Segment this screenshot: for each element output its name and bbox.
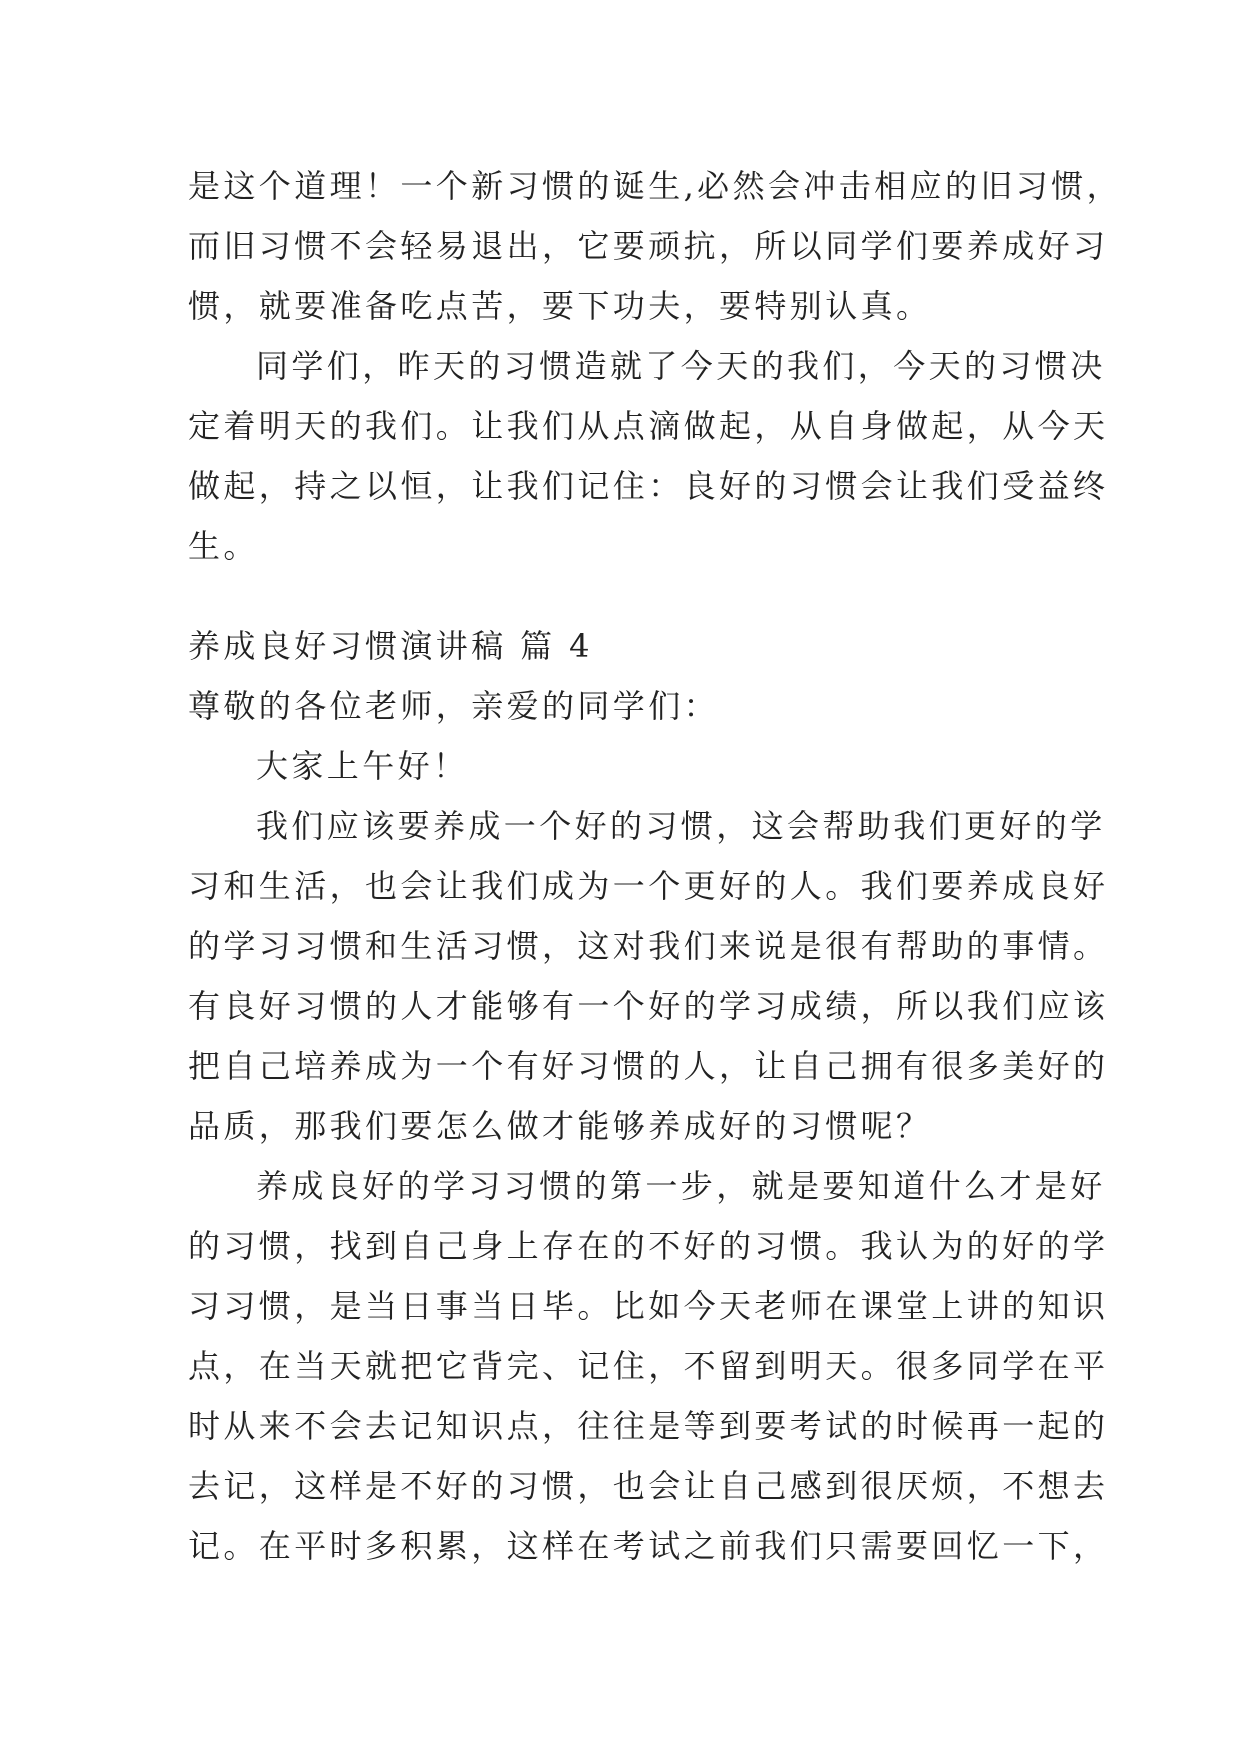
- text-line: 生。: [188, 527, 259, 565]
- text-line: 把自己培养成为一个有好习惯的人，让自己拥有很多美好的: [188, 1047, 1109, 1085]
- text-line: 有良好习惯的人才能够有一个好的学习成绩，所以我们应该: [188, 987, 1109, 1025]
- greeting: 尊敬的各位老师，亲爱的同学们：: [188, 687, 720, 725]
- paragraph-first-line: 同学们，昨天的习惯造就了今天的我们，今天的习惯决: [256, 347, 1106, 385]
- text-line: 习和生活，也会让我们成为一个更好的人。我们要养成良好: [188, 867, 1109, 905]
- text-line: 做起，持之以恒，让我们记住：良好的习惯会让我们受益终: [188, 467, 1109, 505]
- paragraph-first-line: 我们应该要养成一个好的习惯，这会帮助我们更好的学: [256, 807, 1106, 845]
- text-line: 点，在当天就把它背完、记住，不留到明天。很多同学在平: [188, 1347, 1109, 1385]
- text-line: 的习惯，找到自己身上存在的不好的习惯。我认为的好的学: [188, 1227, 1109, 1265]
- text-line: 时从来不会去记知识点，往往是等到要考试的时候再一起的: [188, 1407, 1109, 1445]
- text-line: 品质，那我们要怎么做才能够养成好的习惯呢？: [188, 1107, 932, 1145]
- text-line: 惯，就要准备吃点苦，要下功夫，要特别认真。: [188, 287, 932, 325]
- section-title: 养成良好习惯演讲稿 篇 4: [188, 627, 593, 665]
- text-line: 而旧习惯不会轻易退出，它要顽抗，所以同学们要养成好习: [188, 227, 1109, 265]
- salutation: 大家上午好！: [256, 747, 469, 785]
- text-line: 记。在平时多积累，这样在考试之前我们只需要回忆一下，: [188, 1527, 1109, 1565]
- text-line: 去记，这样是不好的习惯，也会让自己感到很厌烦，不想去: [188, 1467, 1109, 1505]
- paragraph-first-line: 养成良好的学习习惯的第一步，就是要知道什么才是好: [256, 1167, 1106, 1205]
- text-line: 习习惯，是当日事当日毕。比如今天老师在课堂上讲的知识: [188, 1287, 1109, 1325]
- text-line: 的学习习惯和生活习惯，这对我们来说是很有帮助的事情。: [188, 927, 1109, 965]
- text-line: 是这个道理！一个新习惯的诞生,必然会冲击相应的旧习惯，: [188, 167, 1122, 205]
- text-line: 定着明天的我们。让我们从点滴做起，从自身做起，从今天: [188, 407, 1109, 445]
